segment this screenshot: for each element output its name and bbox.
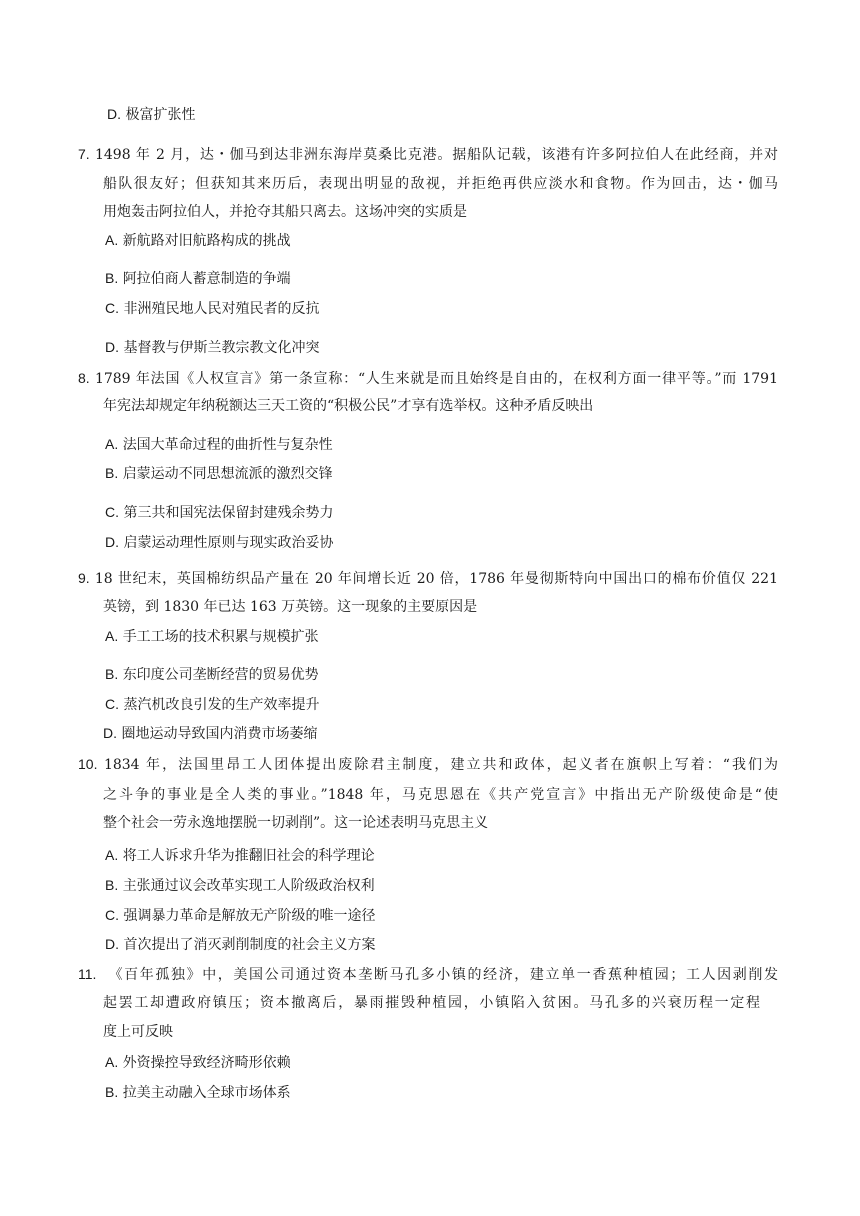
option-text: 非洲殖民地人民对殖民者的反抗 [123, 301, 320, 317]
stem-text: 起罢工却遭政府镇压；资本撤离后，暴雨摧毁种植园，小镇陷入贫困。马孔多的兴衰历程一定程 [103, 995, 760, 1011]
option-text: 极富扩张性 [125, 107, 196, 123]
question-10-stem-line-3 [103, 813, 488, 833]
option-letter: B. [105, 270, 119, 286]
question-10-option-b [105, 875, 375, 896]
question-9-option-c [105, 694, 319, 715]
question-11-option-a [105, 1052, 291, 1073]
option-letter: B. [105, 1084, 119, 1100]
question-7-stem-line-2 [103, 174, 778, 194]
question-11-stem-line-1 [78, 964, 778, 985]
option-text: 启蒙运动不同思想流派的激烈交锋 [122, 466, 333, 482]
option-letter: D. [103, 725, 117, 741]
question-8-option-b [105, 463, 333, 484]
option-text: 主张通过议会改革实现工人阶级政治权利 [122, 878, 375, 894]
question-9-option-d [103, 723, 317, 744]
stem-text: 船队很友好；但获知其来历后，表现出明显的敌视，并拒绝再供应淡水和食物。作为回击，达・伽马 [103, 176, 778, 192]
question-number: 9. [78, 570, 90, 586]
option-letter: C. [105, 696, 119, 712]
option-text: 拉美主动融入全球市场体系 [122, 1085, 291, 1101]
question-11-stem-line-2 [103, 993, 760, 1013]
option-text: 新航路对旧航路构成的挑战 [122, 233, 291, 249]
option-text: 强调暴力革命是解放无产阶级的唯一途径 [123, 908, 376, 924]
option-text: 圈地运动导致国内消费市场萎缩 [121, 726, 318, 742]
option-letter: C. [105, 300, 119, 316]
stem-text: 之斗争的事业是全人类的事业。”1848 年，马克思恩在《共产党宣言》中指出无产阶级使命是“使 [103, 787, 778, 803]
question-8-option-a [105, 434, 333, 455]
option-text: 将工人诉求升华为推翻旧社会的科学理论 [122, 848, 375, 864]
stem-text: 用炮轰击阿拉伯人，并抢夺其船只离去。这场冲突的实质是 [103, 204, 467, 220]
stem-text: 整个社会一劳永逸地摆脱一切剥削”。这一论述表明马克思主义 [103, 815, 489, 831]
stem-text: 年宪法却规定年纳税额达三天工资的“积极公民”才享有选举权。这种矛盾反映出 [103, 398, 594, 414]
question-10-option-c [105, 905, 375, 926]
question-10-stem-line-1 [78, 754, 778, 775]
option-text: 首次提出了消灭剥削制度的社会主义方案 [123, 937, 376, 953]
option-letter: A. [105, 847, 119, 863]
question-7-stem-line-3 [103, 202, 467, 222]
option-letter: D. [107, 106, 121, 122]
question-number: 7. [78, 146, 90, 162]
option-letter: B. [105, 666, 119, 682]
question-9-stem-line-2 [103, 597, 477, 617]
option-letter: B. [105, 877, 119, 893]
question-7-option-c [105, 298, 319, 319]
question-7-option-d [105, 337, 319, 358]
stem-text: 《百年孤独》中，美国公司通过资本垄断马孔多小镇的经济，建立单一香蕉种植园；工人因剥削发 [108, 967, 779, 983]
question-8-option-c [105, 502, 333, 523]
option-d-carryover [107, 104, 195, 125]
question-7-stem-line-1 [78, 144, 778, 165]
question-8-option-d [105, 532, 333, 553]
option-text: 手工工场的技术积累与规模扩张 [122, 629, 319, 645]
stem-text: 1498 年 2 月，达・伽马到达非洲东海岸莫桑比克港。据船队记载，该港有许多阿拉伯人在此经商，并对 [94, 147, 778, 163]
stem-text: 1789 年法国《人权宣言》第一条宣称：“人生来就是而且始终是自由的，在权利方面一律平等。”而 1791 [94, 371, 778, 387]
question-number: 10. [78, 756, 98, 772]
option-letter: D. [105, 936, 119, 952]
option-text: 外资操控导致经济畸形依赖 [122, 1055, 291, 1071]
question-10-stem-line-2 [103, 785, 778, 805]
question-10-option-a [105, 845, 375, 866]
question-9-option-a [105, 626, 319, 647]
question-8-stem-line-2 [103, 396, 593, 416]
stem-text: 度上可反映 [103, 1024, 173, 1040]
question-7-option-b [105, 268, 291, 289]
option-text: 基督教与伊斯兰教宗教文化冲突 [123, 340, 320, 356]
option-text: 蒸汽机改良引发的生产效率提升 [123, 697, 320, 713]
question-11-option-b [105, 1082, 291, 1103]
option-text: 法国大革命过程的曲折性与复杂性 [122, 437, 333, 453]
stem-text: 英镑，到 1830 年已达 163 万英镑。这一现象的主要原因是 [103, 599, 478, 615]
stem-text: 18 世纪末，英国棉纺织品产量在 20 年间增长近 20 倍，1786 年曼彻斯特向中国出口的棉布价值仅 221 [94, 571, 778, 587]
option-letter: A. [105, 1054, 119, 1070]
option-text: 启蒙运动理性原则与现实政治妥协 [123, 535, 334, 551]
question-10-option-d [105, 934, 375, 955]
option-text: 第三共和国宪法保留封建残余势力 [123, 505, 334, 521]
stem-text: 1834 年，法国里昂工人团体提出废除君主制度，建立共和政体，起义者在旗帜上写着：“我们为 [103, 757, 779, 773]
question-number: 8. [78, 370, 90, 386]
option-letter: D. [105, 534, 119, 550]
question-7-option-a [105, 230, 291, 251]
option-letter: A. [105, 436, 119, 452]
option-letter: D. [105, 339, 119, 355]
option-letter: B. [105, 465, 119, 481]
option-letter: A. [105, 628, 119, 644]
question-9-stem-line-1 [78, 568, 778, 589]
question-8-stem-line-1 [78, 368, 778, 389]
question-9-option-b [105, 664, 319, 685]
question-11-stem-line-3 [103, 1022, 173, 1042]
option-letter: A. [105, 232, 119, 248]
option-text: 阿拉伯商人蓄意制造的争端 [122, 271, 291, 287]
option-letter: C. [105, 907, 119, 923]
option-letter: C. [105, 504, 119, 520]
option-text: 东印度公司垄断经营的贸易优势 [122, 667, 319, 683]
question-number: 11. [78, 966, 97, 982]
